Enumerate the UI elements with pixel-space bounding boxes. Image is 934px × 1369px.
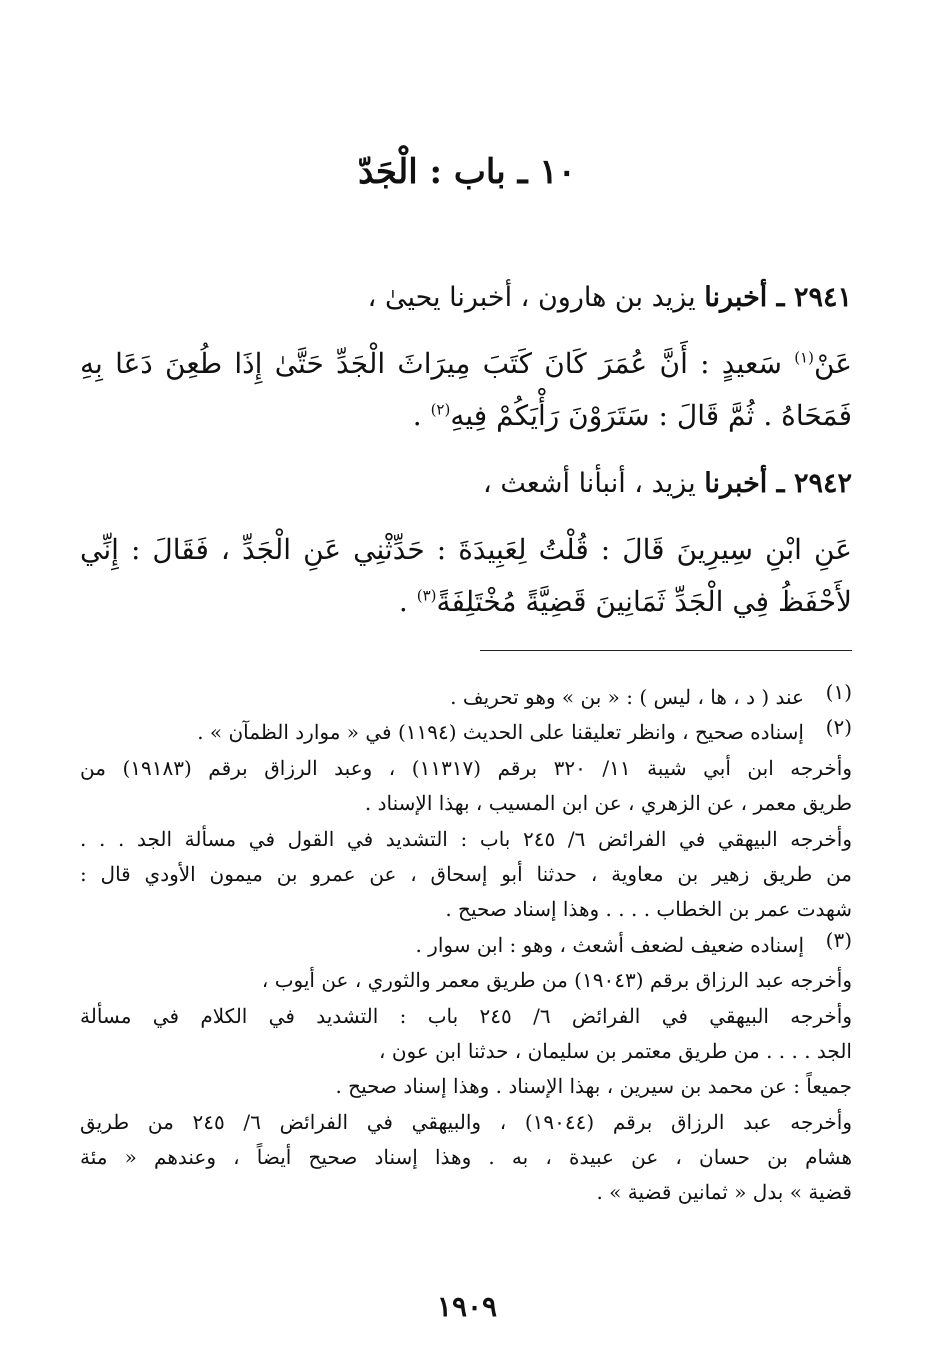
footnote [80,715,852,927]
footnote-ref: (١) [794,348,814,367]
footnote-number: (٢) [825,715,852,740]
footnote-line: هشام بن حسان ، عن عبيدة ، به . وهذا إسناد صحيح أيضاً ، وعندهم « مئة [80,1145,852,1170]
footnote-line: وأخرجه البيهقي في الفرائض ٦/ ٢٤٥ باب : التشديد في الكلام في مسألة [80,1003,852,1028]
footnote-line: جميعاً : عن محمد بن سيرين ، بهذا الإسناد . وهذا إسناد صحيح . [335,1074,852,1099]
hadith-number: ٢٩٤٢ [793,468,852,499]
footnote-line: وأخرجه ابن أبي شيبة ١١/ ٣٢٠ برقم (١١٣١٧) ، وعبد الرزاق برقم (١٩١٨٣) من [80,755,852,780]
matn-line: عَنْ$^{(١)}$ سَعيدٍ : أَنَّ عُمَرَ كَانَ كَتَبَ مِيرَاثَ الْجَدِّ حَتَّىٰ إِذَا طُعِنَ دَعَا بِهِ [80,347,852,380]
footnote-line: إسناده صحيح ، وانظر تعليقنا على الحديث (١١٩٤) في « موارد الظمآن » . [197,720,804,745]
footnote-line: طريق معمر ، عن الزهري ، عن ابن المسيب ، بهذا الإسناد . [364,791,852,816]
footnote-line: وأخرجه عبد الرزاق برقم (١٩٠٤٣) من طريق معمر والثوري ، عن أيوب ، [261,968,852,993]
matn-line: عَنِ ابْنِ سِيرِينَ قَالَ : قُلْتُ لِعَبِيدَةَ : حَدِّثْنِي عَنِ الْجَدِّ ، فَقَالَ : إِنِّي [80,533,852,566]
hadith-header: ٢٩٤٢ ـ أخبرنا يزيد ، أنبأنا أشعث ، [483,468,852,499]
footnote-line: وأخرجه البيهقي في الفرائض ٦/ ٢٤٥ باب : التشديد في القول في مسألة الجد . . . [80,826,852,851]
chapter-title: ١٠ ـ باب : الْجَدّ [358,152,576,192]
footnote [80,928,852,1211]
footnote-ref: (٢) [430,400,451,419]
footnote-number: (٣) [825,927,852,952]
hadith-isnad: يزيد ، أنبأنا أشعث ، [483,468,696,499]
page-number: ١٩٠٩ [436,1290,498,1323]
footnote-line: الجد . . . . من طريق معتمر بن سليمان ، حدثنا ابن عون ، [379,1038,852,1063]
footnote-line: وأخرجه عبد الرزاق برقم (١٩٠٤٤) ، والبيهقي في الفرائض ٦/ ٢٤٥ من طريق [80,1109,852,1134]
hadith-matn [80,524,852,628]
footnotes [80,680,852,1211]
footnote-line: عند ( د ، ها ، ليس ) : « بن » وهو تحريف . [450,685,804,709]
hadith-isnad: يزيد بن هارون ، أخبرنا يحيىٰ ، [367,282,696,313]
footnote-line: إسناده ضعيف لضعف أشعث ، وهو : ابن سوار . [415,932,804,957]
hadith-lead: أخبرنا [704,468,768,499]
matn-line: فَمَحَاهُ . ثُمَّ قَالَ : سَتَرَوْنَ رَأْيَكُمْ فِيهِ$^{(٢)}$ . [412,399,852,432]
hadith-number: ٢٩٤١ [793,282,852,313]
hadith-header: ٢٩٤١ ـ أخبرنا يزيد بن هارون ، أخبرنا يحيىٰ ، [367,282,852,313]
hadith-lead: أخبرنا [704,282,768,313]
footnote-separator [480,650,852,651]
footnote-line: من طريق زهير بن معاوية ، حدثنا أبو إسحاق ، عن عمرو بن ميمون الأودي قال : [80,861,852,886]
footnote [80,680,852,715]
footnote-ref: (٣) [416,586,437,605]
matn-line: لأَحْفَظُ فِي الْجَدِّ ثَمَانِينَ قَضِيَّةً مُخْتَلِفَةً$^{(٣)}$ . [398,585,852,618]
footnote-number: (١) [825,680,852,704]
hadith-matn [80,338,852,442]
footnote-line: قضية » بدل « ثمانين قضية » . [596,1180,852,1205]
footnote-line: شهدت عمر بن الخطاب . . . . وهذا إسناد صحيح . [445,897,852,922]
